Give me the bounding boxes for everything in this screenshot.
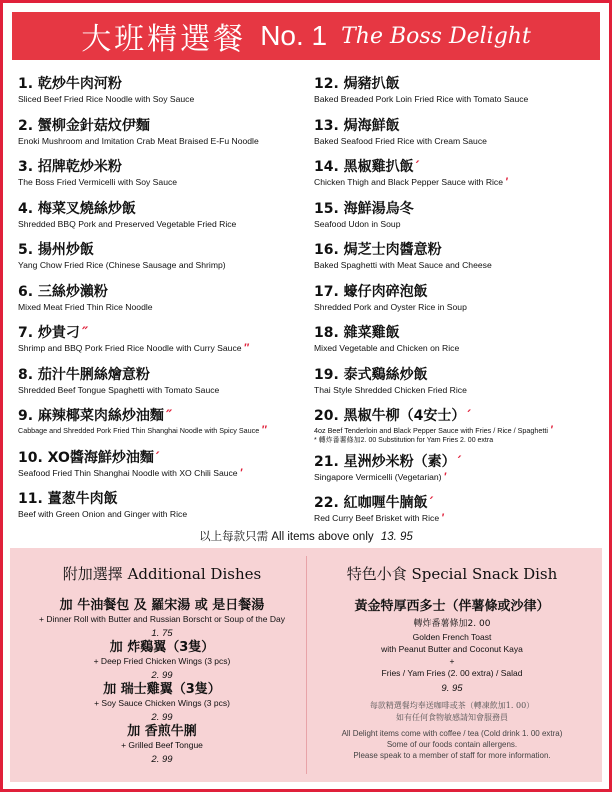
menu-item-title-text: 10. XO醬海鮮炒油麵 [18,449,154,466]
menu-item-description [18,384,308,396]
menu-item-title [314,118,604,135]
menu-item-description-text: 4oz Beef Tenderloin and Black Pepper Sauce with Fries / Rice / Spaghetti [314,426,548,435]
menu-item-title [314,454,604,471]
chili-icon: ′ [467,408,472,424]
menu-item-title-text: 18. 雜菜雞飯 [314,325,400,341]
menu-item-description [314,301,604,313]
menu-item-description-text: Seafood Udon in Soup [314,218,401,229]
additional-item [22,682,302,724]
chili-icon: ″ [243,342,249,354]
snack-dish-chinese: 黃金特厚西多士（伴薯條或沙律） [354,599,550,614]
chili-icon: ′ [415,159,420,175]
menu-item [314,495,604,524]
extras-divider [306,556,307,774]
price-label-chinese: 以上每款只需 [199,529,269,543]
menu-item-description-text: Yang Chow Fried Rice (Chinese Sausage and Shrimp) [18,260,226,270]
drink-note-english: All Delight items come with coffee / tea (Cold drink 1. 00 extra) [341,729,563,738]
additional-item-chinese: 加 香煎牛脷 [127,724,197,739]
menu-item-description-text: Singapore Vermicelli (Vegetarian) [314,471,442,482]
set-price-amount: 13. 95 [380,531,413,543]
menu-item-description-text: Mixed Vegetable and Chicken on Rice [314,343,460,353]
menu-item-title [314,201,604,218]
menu-item [18,491,308,520]
menu-item-title-text: 8. 茄汁牛脷絲燴意粉 [18,366,150,383]
menu-item-description [18,301,308,313]
chili-icon: ″ [261,424,267,436]
menu-item-title [18,325,308,342]
menu-item-title [18,491,308,508]
additional-item-price: 2. 99 [151,754,173,765]
allergen-note-english: Some of our foods contain allergens. [386,740,518,749]
menu-item-description-text: Baked Spaghetti with Meat Sauce and Cheese [314,260,492,270]
menu-item-description-text: Baked Seafood Fried Rice with Cream Sauce [314,135,487,146]
menu-item [314,367,604,396]
menu-item [18,367,308,396]
menu-item-description-text: Baked Breaded Pork Loin Fried Rice with Tomato Sauce [314,94,529,104]
chili-icon: ′ [443,470,447,483]
snack-dish-title: 特色小食 Special Snack Dish [346,565,558,583]
snack-price: 9. 95 [441,683,463,694]
menu-item-description [314,384,604,396]
snack-dish-english: Golden French Toast [412,632,492,642]
menu-item-title [314,325,604,342]
additional-item-price: 1. 75 [151,628,173,639]
menu-item-title-text: 11. 薑葱牛肉飯 [18,491,118,507]
menu-item-description [18,218,308,230]
menu-item [18,408,308,436]
chili-icon: ′ [155,449,160,466]
menu-item [314,159,604,188]
chili-icon: ″ [81,325,89,341]
menu-item-title-text: 15. 海鮮湯烏冬 [314,200,414,217]
staff-note-english: Please speak to a member of staff for more information. [353,751,551,760]
drink-note-chinese: 每款精選餐均奉送咖啡或茶（轉凍飲加1. 00） [369,701,535,710]
additional-item-chinese: 加 瑞士雞翼（3隻） [103,682,221,697]
menu-item-description [314,176,604,188]
additional-item-chinese: 加 牛油餐包 及 羅宋湯 或 是日餐湯 [59,598,265,613]
menu-item-description-text: Enoki Mushroom and Imitation Crab Meat Braised E-Fu Noodle [18,135,259,146]
additional-item-english: + Grilled Beef Tongue [121,740,203,750]
menu-item-description-text: Seafood Fried Thin Shanghai Noodle with XO Chili Sauce [18,467,238,478]
menu-item-description [314,135,604,147]
menu-item-description-text: Shredded BBQ Pork and Preserved Vegetable Fried Rice [18,218,237,229]
menu-item-title [18,159,308,176]
menu-item-description [18,508,308,520]
menu-item [314,454,604,483]
menu-item-description [18,135,308,147]
additional-item-english: + Soy Sauce Chicken Wings (3 pcs) [94,698,230,708]
additional-dishes-title: 附加選擇 Additional Dishes [62,565,262,583]
menu-item-title-text: 17. 蠔仔肉碎泡飯 [314,283,428,300]
menu-item-note: * 轉炸番薯條加2. 00 Substitution for Yam Fries 2. 00 extra [314,437,494,444]
menu-item-title-text: 9. 麻辣椰菜肉絲炒油麵 [18,408,164,424]
snack-plus-sign: + [449,656,455,666]
chili-icon: ′ [239,466,243,479]
menu-item-description-text: Red Curry Beef Brisket with Rice [314,513,440,523]
menu-item-description-text: Cabbage and Shredded Pork Fried Thin Shanghai Noodle with Spicy Sauce [18,426,260,435]
menu-item [314,76,604,105]
menu-item-title [314,242,604,259]
menu-item-description-text: Shredded Pork and Oyster Rice in Soup [314,301,467,312]
menu-item-description [18,176,308,188]
menu-item-description [314,471,604,483]
menu-item-title [18,367,308,384]
menu-item-description [18,93,308,105]
menu-item-description [314,259,604,271]
price-label-english: All items above only [271,531,374,543]
menu-item-description [18,259,308,271]
allergen-note-chinese: 如有任何食物敏感請知會服務員 [396,713,508,722]
menu-item-description-text: Thai Style Shredded Chicken Fried Rice [314,384,467,395]
menu-item [18,450,308,479]
menu-item-title-text: 2. 蟹柳金針菇炆伊麵 [18,117,150,134]
menu-item-description-text: Chicken Thigh and Black Pepper Sauce with Rice [314,177,504,187]
menu-item [18,76,308,105]
snack-dish-english-2: with Peanut Butter and Coconut Kaya [381,644,523,654]
menu-item-title-text: 16. 焗芝士肉醬意粉 [314,242,442,258]
menu-item-description [18,425,308,436]
menu-item-description [314,93,604,105]
menu-item-description-text: The Boss Fried Vermicelli with Soy Sauce [18,177,178,187]
menu-item-title-text: 19. 泰式鷄絲炒飯 [314,366,428,383]
menu-item-title [18,450,308,467]
menu-item [314,118,604,147]
menu-item [314,242,604,271]
menu-item-title [18,76,308,93]
menu-item-title-text: 6. 三絲炒瀨粉 [18,283,108,300]
menu-item-title-text: 5. 揚州炒飯 [18,242,94,258]
menu-item [18,242,308,271]
additional-item [22,724,302,766]
menu-item-title [18,408,308,425]
additional-item [22,598,302,640]
menu-item-description [314,425,604,436]
chili-icon: ″ [165,408,173,424]
title-english: The Boss Delight [341,23,531,49]
snack-side-options: Fries / Yam Fries (2. 00 extra) / Salad [381,668,523,678]
menu-item-title [314,76,604,93]
menu-item-description [314,342,604,354]
chili-icon: ′ [505,176,508,188]
additional-item-price: 2. 99 [151,670,173,681]
menu-item-title [314,367,604,384]
menu-item-description-text: Sliced Beef Fried Rice Noodle with Soy Sauce [18,94,195,104]
menu-item-title-text: 7. 炒貴刁 [18,325,80,341]
additional-item [22,640,302,682]
menu-item [18,284,308,313]
title-banner [12,12,600,60]
menu-item [18,201,308,230]
title-number: No. 1 [260,20,328,51]
chili-icon: ′ [429,495,434,511]
snack-dish [312,598,592,761]
menu-item-title-text: 4. 梅菜叉燒絲炒飯 [18,200,136,217]
menu-item-description-text: Beef with Green Onion and Ginger with Rice [18,509,188,519]
menu-item [314,408,604,446]
menu-item-title-text: 20. 黑椒牛柳（4安士） [314,408,466,424]
menu-item-title-text: 21. 星洲炒米粉（素） [314,453,456,470]
set-price-line [0,528,612,544]
menu-item [18,118,308,147]
additional-item-english: + Deep Fried Chicken Wings (3 pcs) [93,656,231,666]
chili-icon: ′ [441,512,444,524]
menu-item-title [18,118,308,135]
snack-yam-fries-note: 轉炸番薯條加2. 00 [413,619,491,629]
menu-item-title [314,495,604,512]
menu-item [18,325,308,354]
menu-item [314,325,604,354]
menu-item-description [314,218,604,230]
menu-item-title [18,284,308,301]
menu-item-description [18,342,308,354]
menu-item [314,284,604,313]
menu-item-title [314,408,604,425]
menu-item-title-text: 3. 招牌乾炒米粉 [18,159,122,175]
menu-item-description-text: Shrimp and BBQ Pork Fried Rice Noodle with Curry Sauce [18,343,242,353]
menu-item-title-text: 12. 焗豬扒飯 [314,76,400,92]
chili-icon: ′ [457,453,462,470]
menu-item [18,159,308,188]
additional-item-english: + Dinner Roll with Butter and Russian Borscht or Soup of the Day [39,614,285,624]
additional-item-price: 2. 99 [151,712,173,723]
additional-item-chinese: 加 炸鷄翼（3隻） [109,640,215,655]
menu-item-title-text: 1. 乾炒牛肉河粉 [18,76,122,92]
menu-item-title [18,201,308,218]
menu-item-title-text: 14. 黑椒雞扒飯 [314,159,414,175]
title-chinese: 大班精選餐 [81,22,247,57]
menu-item-description-text: Shredded Beef Tongue Spaghetti with Tomato Sauce [18,384,220,395]
menu-item-title-text: 13. 焗海鮮飯 [314,117,400,134]
menu-item-title-text: 22. 紅咖喱牛腩飯 [314,495,428,511]
menu-item-description [314,512,604,524]
menu-item-description-text: Mixed Meat Fried Thin Rice Noodle [18,301,153,312]
menu-item-title [314,284,604,301]
menu-item [314,201,604,230]
chili-icon: ′ [550,424,553,436]
menu-item-title [18,242,308,259]
menu-item-description [18,467,308,479]
menu-item-title [314,159,604,176]
